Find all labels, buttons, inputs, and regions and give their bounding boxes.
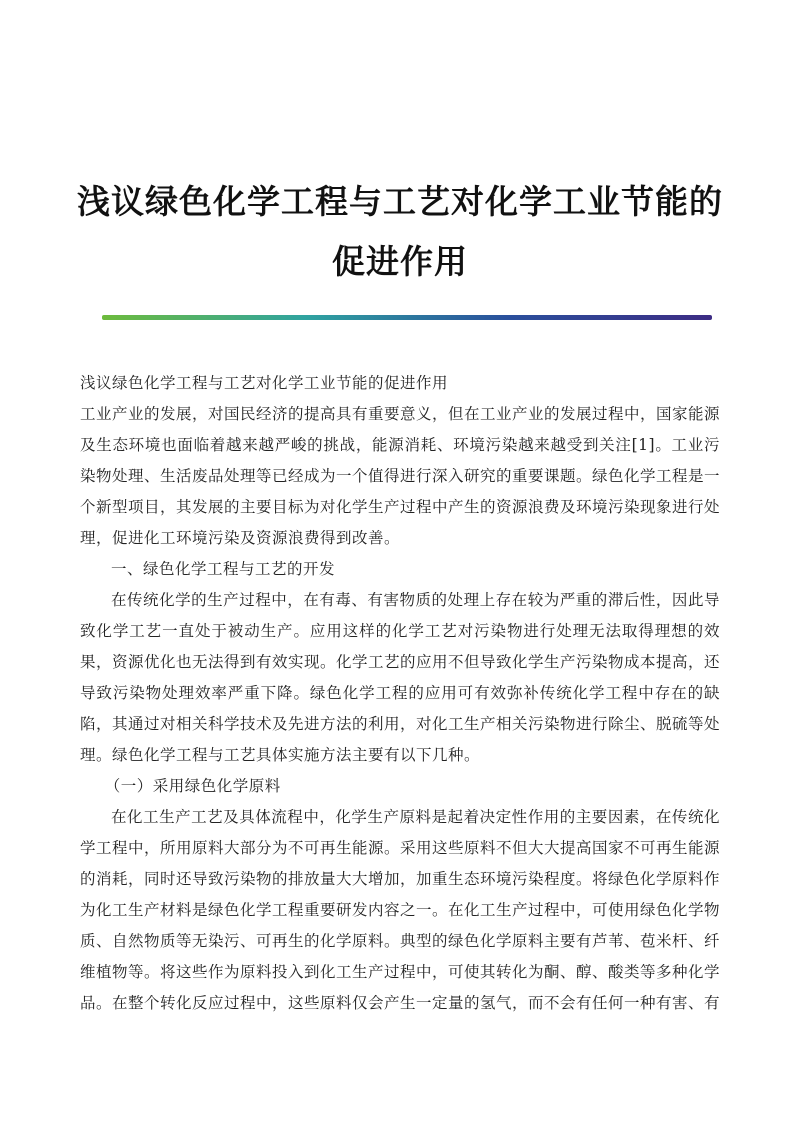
body-paragraph-2: 在化工生产工艺及具体流程中，化学生产原料是起着决定性作用的主要因素，在传统化学工程中，所用原料大部分为不可再生能源。采用这些原料不但大大提高国家不可再生能源的消耗，同时还导致污染物的排放量大大增加，加重生态环境污染程度。将绿色化学原料作为化工生产材料是绿色化学工程重要研发内容之一。在化工生产过程中，可使用绿色化学物质、自然物质等无染污、可再生的化学原料。典型的绿色化学原料主要有芦苇、苞米杆、纤维植物等。将这些作为原料投入到化工生产过程中，可使其转化为酮、醇、酸类等多种化学品。在整个转化反应过程中，这些原料仅会产生一定量的氢气，而不会有任何一种有害、有 <box>80 808 721 1012</box>
body-paragraph-1: 在传统化学的生产过程中，在有毒、有害物质的处理上存在较为严重的滞后性，因此导致化学工艺一直处于被动生产。应用这样的化学工艺对污染物进行处理无法取得理想的效果，资源优化也无法得到有效实现。化学工艺的应用不但导致化学生产污染物成本提高，还导致污染物处理效率严重下降。绿色化学工程的应用可有效弥补传统化学工程中存在的缺陷，其通过对相关科学技术及先进方法的利用，对化工生产相关污染物进行除尘、脱硫等处理。绿色化学工程与工艺具体实施方法主要有以下几种。 <box>80 591 721 764</box>
title-line-1: 浅议绿色化学工程与工艺对化学工业节能的 <box>77 182 723 222</box>
section-heading-1: 一、绿色化学工程与工艺的开发 <box>111 560 336 578</box>
gradient-divider <box>102 315 712 320</box>
subsection-heading-1: （一）采用绿色化学原料 <box>104 777 281 795</box>
intro-paragraph: 工业产业的发展，对国民经济的提高具有重要意义，但在工业产业的发展过程中，国家能源及生态环境也面临着越来越严峻的挑战，能源消耗、环境污染越来越受到关注[1]。工业污染物处理、生活废品处理等已经成为一个值得进行深入研究的重要课题。绿色化学工程是一个新型项目，其发展的主要目标为对化学生产过程中产生的资源浪费及环境污染现象进行处理，促进化工环境污染及资源浪费得到改善。 <box>80 405 721 547</box>
document-body <box>80 368 720 1019</box>
document-title <box>60 172 740 292</box>
document-subtitle: 浅议绿色化学工程与工艺对化学工业节能的促进作用 <box>80 374 449 392</box>
title-line-2: 促进作用 <box>332 242 468 282</box>
